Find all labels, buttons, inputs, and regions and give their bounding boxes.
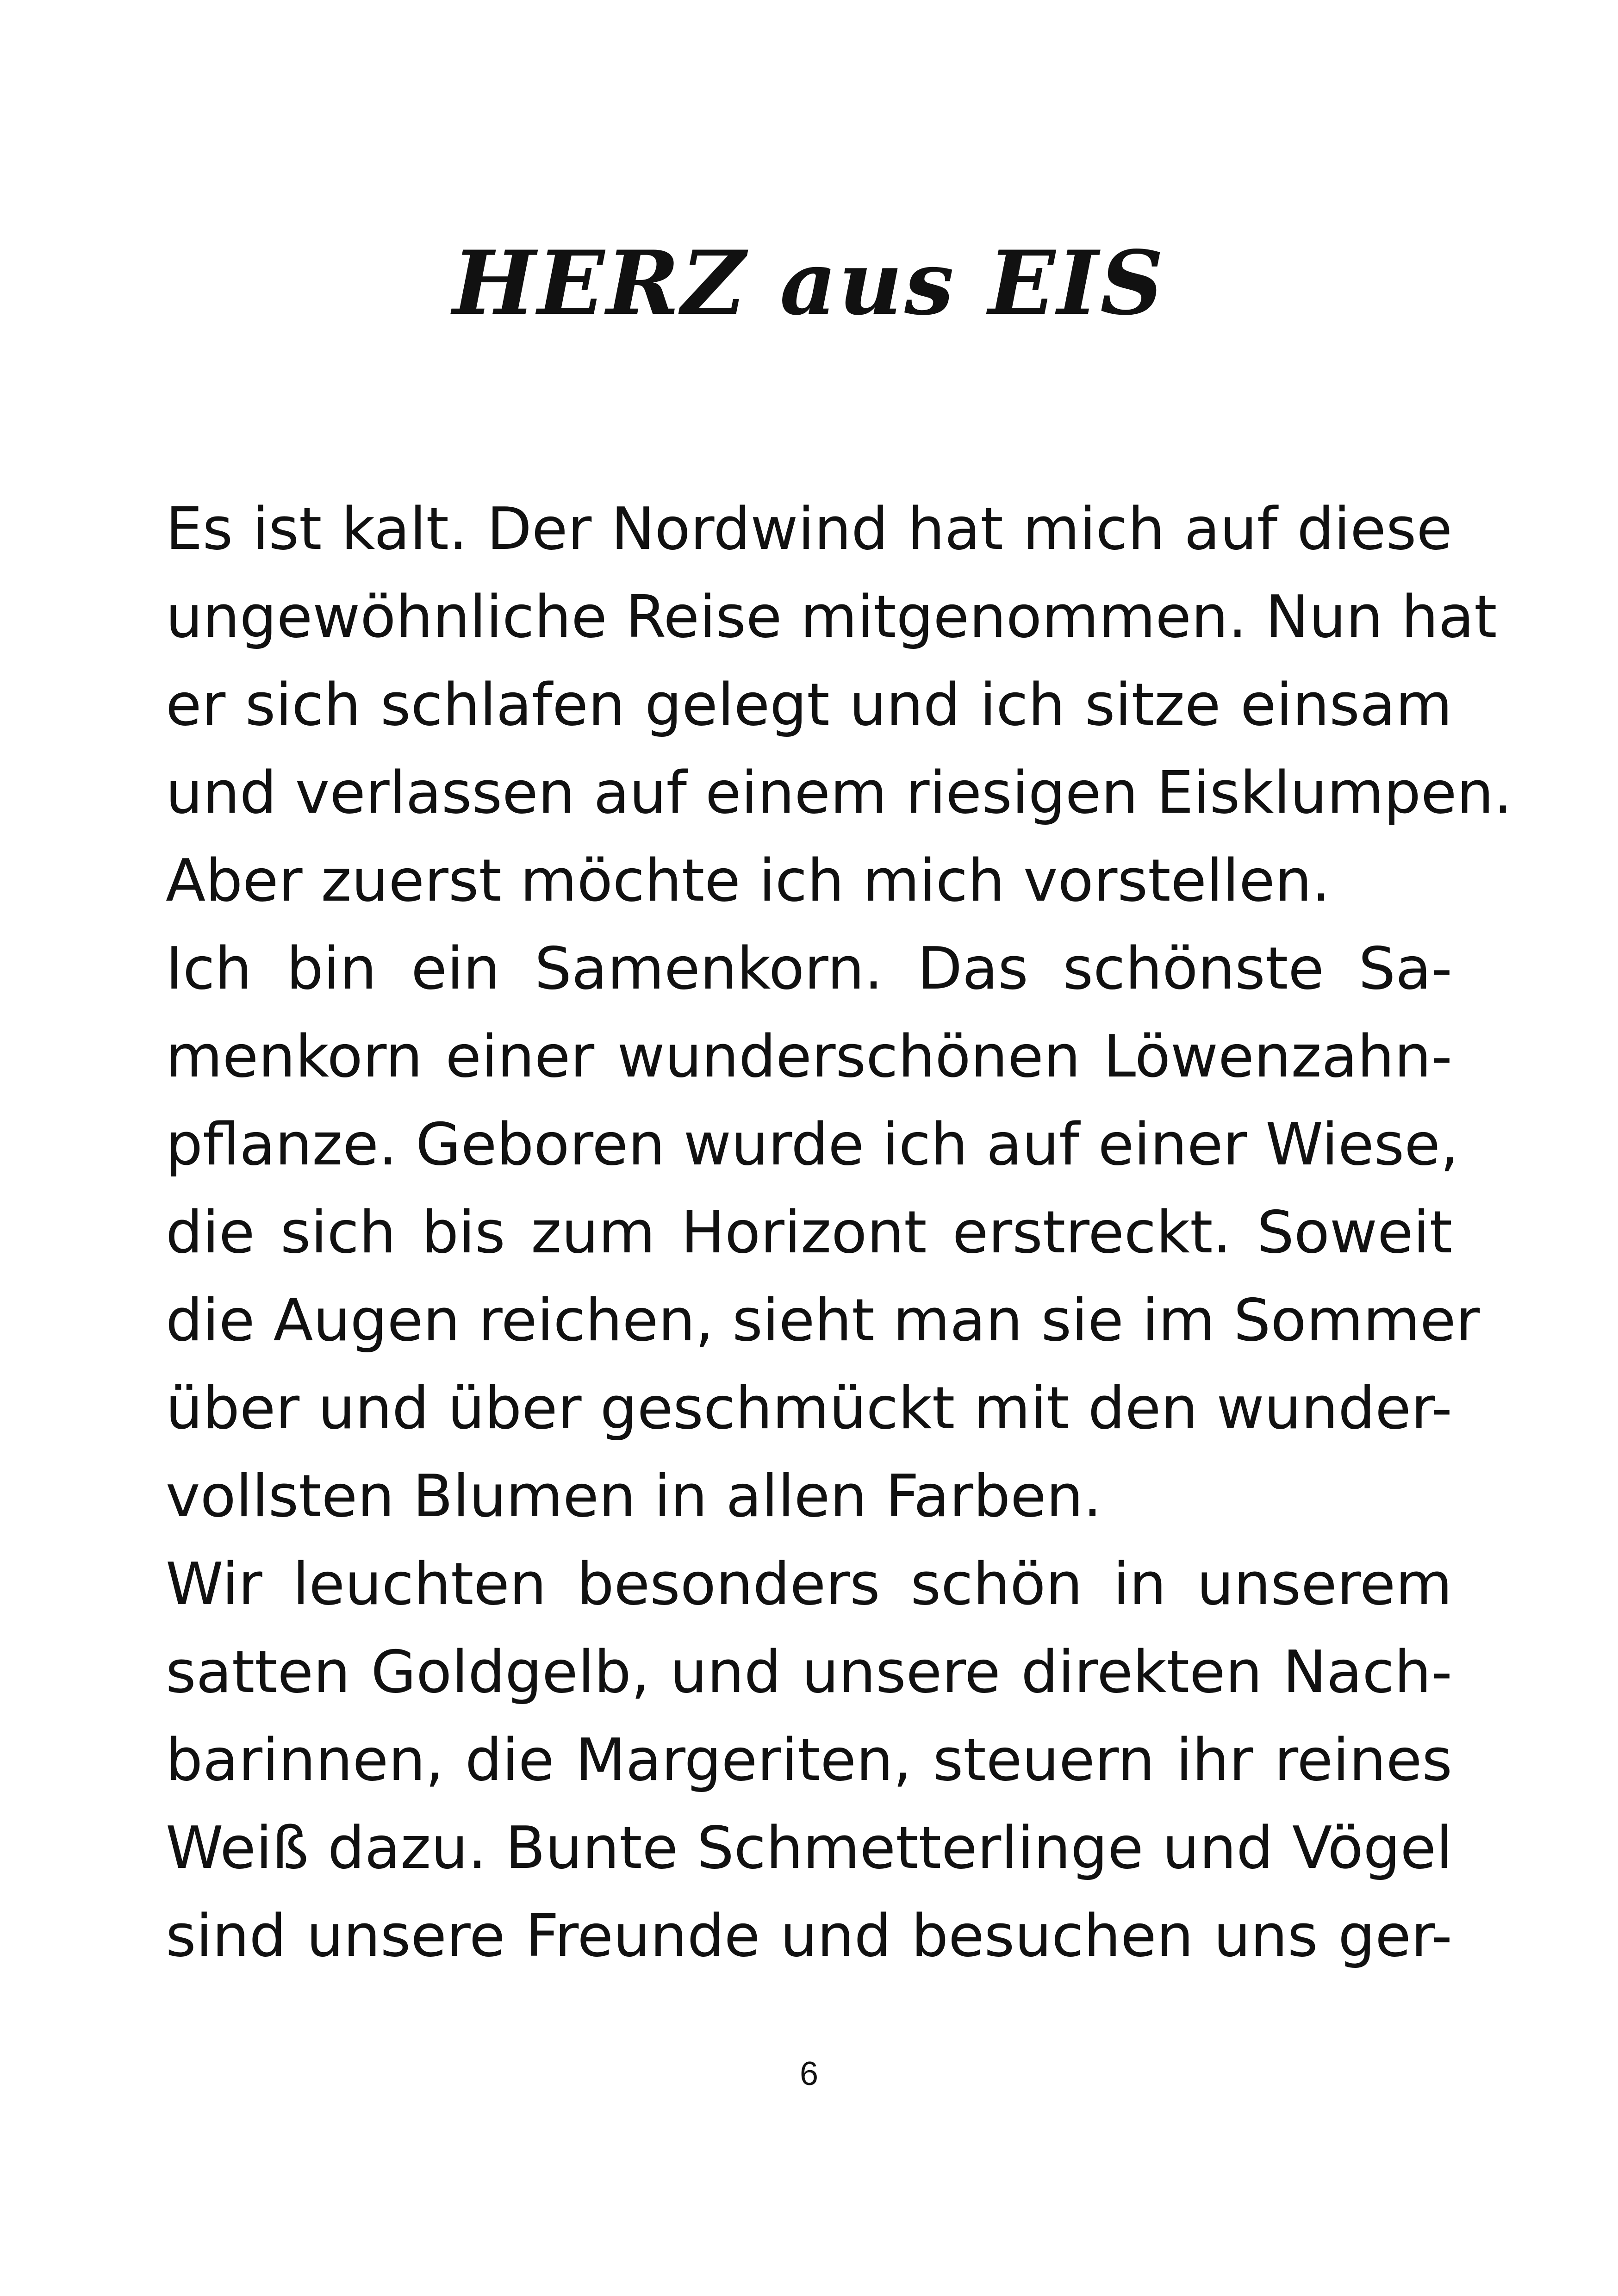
text-line: pflanze. Geboren wurde ich auf einer Wiese, — [166, 1110, 1459, 1178]
text-line: ungewöhnliche Reise mitgenommen. Nun hat — [166, 583, 1497, 651]
text-line: Ich bin ein Samenkorn. Das schönste Sa- — [166, 934, 1452, 1002]
text-line: menkorn einer wunderschönen Löwenzahn- — [166, 1022, 1452, 1090]
text-line: und verlassen auf einem riesigen Eisklumpen. — [166, 759, 1512, 827]
text-line: sind unsere Freunde und besuchen uns ger- — [166, 1902, 1452, 1970]
text-line: Es ist kalt. Der Nordwind hat mich auf diese — [166, 495, 1452, 563]
text-line: die Augen reichen, sieht man sie im Sommer — [166, 1286, 1480, 1354]
text-line: barinnen, die Margeriten, steuern ihr reines — [166, 1726, 1452, 1794]
text-line: vollsten Blumen in allen Farben. — [166, 1462, 1102, 1530]
text-line: Wir leuchten besonders schön in unserem — [166, 1550, 1452, 1618]
text-line: Aber zuerst möchte ich mich vorstellen. — [166, 846, 1331, 915]
text-line: über und über geschmückt mit den wunder- — [166, 1374, 1452, 1442]
text-line: Weiß dazu. Bunte Schmetterlinge und Vögel — [166, 1814, 1452, 1882]
text-line: satten Goldgelb, und unsere direkten Nach- — [166, 1638, 1452, 1706]
text-line: die sich bis zum Horizont erstreckt. Soweit — [166, 1198, 1452, 1266]
page-number: 6 — [799, 2055, 819, 2092]
text-line: er sich schlafen gelegt und ich sitze einsam — [166, 671, 1452, 739]
body-text — [166, 485, 1512, 1980]
page-title: HERZ aus EIS — [452, 231, 1166, 335]
